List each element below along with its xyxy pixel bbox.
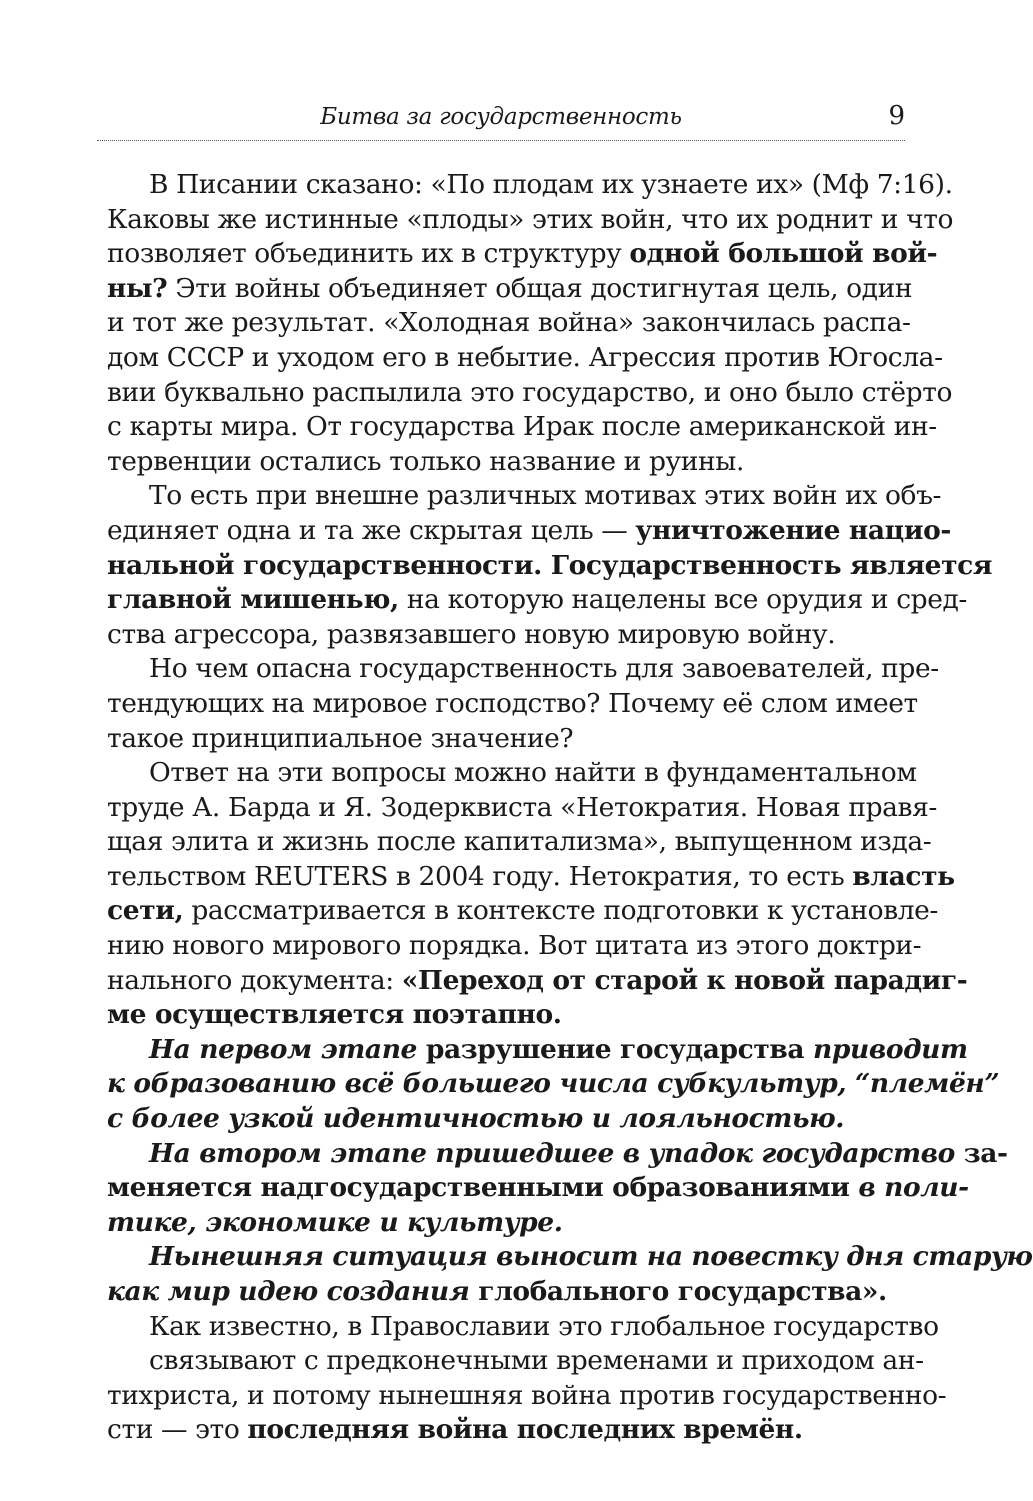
text-run: Эти войны объединяет общая достигнутая цель, один xyxy=(167,272,913,304)
text-line xyxy=(107,1033,968,1068)
bold-text: разрушение государства xyxy=(417,1033,813,1065)
page-header xyxy=(97,100,905,141)
body-text xyxy=(107,168,1033,1448)
emphasis-text: приводит xyxy=(812,1033,968,1065)
text-run: нию нового мирового порядка. Вот цитата из этого доктри- xyxy=(107,930,922,962)
text-line xyxy=(107,1067,1000,1102)
text-line xyxy=(107,1240,1033,1275)
text-run: позволяет объединить их в структуру xyxy=(107,238,630,270)
emphasis-text: как мир идею создания xyxy=(107,1276,470,1307)
running-title: Битва за государственность xyxy=(320,104,682,130)
text-line xyxy=(107,1171,969,1206)
text-line xyxy=(107,168,953,203)
text-line xyxy=(107,514,951,549)
text-run: В Писании сказано: «По плодам их узнаете их» (Мф 7:16). xyxy=(149,169,953,200)
page-number: 9 xyxy=(888,101,905,131)
text-line xyxy=(107,1310,939,1345)
bold-text: глобального государства». xyxy=(469,1276,887,1307)
bold-text: главной мишенью, xyxy=(107,584,399,616)
bold-text: меняется надгосударственными образованиями xyxy=(107,1172,859,1204)
bold-text: ны? xyxy=(107,272,168,304)
bold-text: последняя война последних времён. xyxy=(247,1414,803,1446)
emphasis-text: в поли- xyxy=(858,1172,969,1204)
bold-text: уничтожение нацио- xyxy=(635,514,951,546)
emphasis-text: Нынешняя ситуация выносит на повестку дня старую xyxy=(149,1241,1033,1273)
text-line xyxy=(107,618,897,653)
text-line xyxy=(107,894,938,929)
text-run: тендующих на мировое господство? Почему её слом имеет xyxy=(107,687,918,719)
paragraph xyxy=(107,756,968,1033)
text-line xyxy=(107,1102,897,1137)
text-run: такое принципиальное значение? xyxy=(107,722,574,754)
paragraph xyxy=(107,652,939,756)
paragraph xyxy=(107,1310,947,1448)
text-line xyxy=(107,1379,947,1414)
text-line xyxy=(107,929,922,964)
text-line xyxy=(107,237,938,272)
emphasis-text: к образованию всё большего числа субкультур, “племён” xyxy=(107,1068,1000,1100)
text-run: Но чем опасна государственность для завоевателей, пре- xyxy=(149,653,939,685)
text-run: Как известно, в Православии это глобальное государство xyxy=(149,1310,939,1342)
text-run: единяет одна и та же скрытая цель — xyxy=(107,514,636,546)
text-line xyxy=(107,376,953,411)
text-line xyxy=(107,583,967,618)
text-line xyxy=(107,306,911,341)
text-line xyxy=(107,1344,924,1379)
bold-text: «Переход от старой к новой парадиг- xyxy=(401,964,968,996)
text-line xyxy=(107,860,955,895)
text-line xyxy=(107,756,917,791)
text-line xyxy=(107,825,932,860)
bold-text: за- xyxy=(954,1137,1008,1169)
text-run: дом СССР и уходом его в небытие. Агрессия против Югосла- xyxy=(107,341,943,373)
paragraph xyxy=(107,1137,1008,1241)
bold-text: ме осуществляется поэтапно. xyxy=(107,999,562,1031)
bold-text: нальной государственности. Государственность является xyxy=(107,549,993,581)
text-line xyxy=(107,998,897,1033)
text-run: сти — это xyxy=(107,1414,248,1446)
emphasis-text: с более узкой идентичностью и лояльностью. xyxy=(107,1103,845,1135)
emphasis-text: тике, экономике и культуре. xyxy=(107,1206,563,1238)
text-run: тельством REUTERS в 2004 году. Нетократия, то есть xyxy=(107,860,853,892)
text-line xyxy=(107,272,913,307)
text-run: труде А. Барда и Я. Зодерквиста «Нетократия. Новая правя- xyxy=(107,791,937,823)
text-run: рассматривается в контексте подготовки к установле- xyxy=(183,895,938,927)
text-run: тервенции остались только название и руины. xyxy=(107,445,744,477)
text-line xyxy=(107,549,993,584)
text-line xyxy=(107,479,942,514)
text-line xyxy=(107,445,897,480)
text-line xyxy=(107,652,939,687)
text-line xyxy=(107,341,943,376)
text-line xyxy=(107,410,937,445)
text-line xyxy=(107,687,918,722)
text-run: Ответ на эти вопросы можно найти в фундаментальном xyxy=(149,757,917,789)
paragraph xyxy=(107,479,993,652)
text-run: тихриста, и потому нынешняя война против государственно- xyxy=(107,1379,947,1411)
paragraph xyxy=(107,1033,1000,1137)
text-line xyxy=(107,1275,897,1310)
emphasis-text: На первом этапе xyxy=(149,1033,418,1065)
emphasis-text: На втором этапе пришедшее в упадок государство xyxy=(149,1137,955,1169)
text-run: на которую нацелены все орудия и сред- xyxy=(398,584,967,616)
text-run: и тот же результат. «Холодная война» закончилась распа- xyxy=(107,307,911,339)
text-line xyxy=(107,1206,897,1241)
bold-text: сети, xyxy=(107,895,184,927)
text-line xyxy=(107,791,937,826)
text-run: То есть при внешне различных мотивах этих войн их объ- xyxy=(149,480,942,512)
text-run: щая элита и жизнь после капитализма», выпущенном изда- xyxy=(107,826,932,858)
text-run: вии буквально распылила это государство, и оно было стёрто xyxy=(107,376,953,408)
bold-text: одной большой вой- xyxy=(629,238,938,270)
text-run: нального документа: xyxy=(107,964,402,996)
text-run: связывают с предконечными временами и приходом ан- xyxy=(149,1345,924,1377)
text-line xyxy=(107,1413,897,1448)
paragraph xyxy=(107,1240,1033,1309)
text-line xyxy=(107,203,954,238)
text-line xyxy=(107,964,968,999)
text-line xyxy=(107,1137,1008,1172)
paragraph xyxy=(107,168,954,479)
text-run: Каковы же истинные «плоды» этих войн, что их роднит и что xyxy=(107,203,954,235)
bold-text: власть xyxy=(852,860,955,892)
text-run: с карты мира. От государства Ирак после американской ин- xyxy=(107,411,937,443)
text-run: ства агрессора, развязавшего новую мировую войну. xyxy=(107,618,836,650)
text-line xyxy=(107,722,897,757)
